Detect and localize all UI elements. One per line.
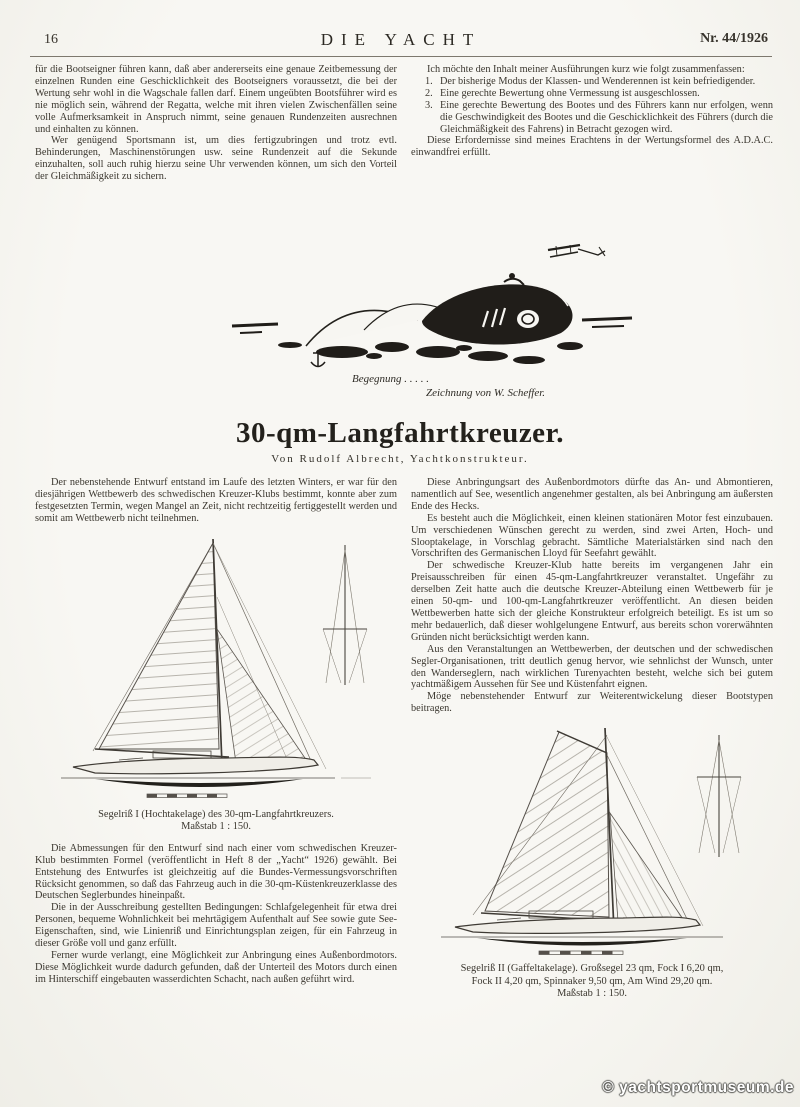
caption-line: Fock II 4,20 qm, Spinnaker 9,50 qm, Am Wind 29,20 qm. (471, 975, 713, 987)
caption-line: Maßstab 1 : 150. (181, 821, 251, 833)
motorboat-drawing (226, 224, 636, 372)
page-number: 16 (44, 32, 58, 47)
prelude-columns (35, 64, 773, 183)
prelude-left-column (35, 64, 397, 183)
masthead-rule (30, 56, 772, 57)
motorboat-illustration (226, 224, 636, 372)
article-byline: Von Rudolf Albrecht, Yachtkonstrukteur. (271, 453, 529, 465)
anchor-icon (311, 350, 325, 367)
mast-front-view (323, 545, 367, 685)
caption-line: Segelriß II (Gaffeltakelage). Großsegel 23 qm, Fock I 6,20 qm, (460, 963, 724, 975)
article-columns (35, 477, 773, 1001)
paragraph: Der nebenstehende Entwurf entstand im Laufe des letzten Winters, er war für den diesjährigen Wettbewerb des schwedischen Kreuzer-Klubs bestimmt, konnte aber zum festgesetzten Termin, wegen Mangel an Zeit, nicht rechtzeitig fertiggestellt werden und somit am Wettbewerb nicht teilnehmen. (35, 477, 397, 524)
list-item-number: 1. (425, 75, 433, 87)
article-headline (0, 417, 800, 465)
illustration-caption-title: Begegnung . . . . . (352, 373, 429, 385)
article-title: 30-qm-Langfahrtkreuzer. (235, 417, 565, 449)
sailplan-2-drawing (411, 725, 771, 959)
list-item-text: Eine gerechte Bewertung ohne Vermessung ist ausgeschlossen. (440, 87, 700, 99)
article-left-column (35, 477, 397, 1001)
article-right-column (411, 477, 773, 1001)
sailplan-1-drawing (35, 537, 380, 805)
numbered-list (425, 76, 773, 136)
sailplan-2-figure (411, 725, 773, 959)
caption-line: Maßstab 1 : 150. (557, 988, 627, 1000)
list-item (425, 76, 773, 88)
list-item-text: Eine gerechte Bewertung des Bootes und des Führers kann nur erfolgen, wenn die Geschwindigkeit des Bootes und die Geschicklichkeit des Führers (durch die Gleichmäßigkeit des Fahrens) in Betracht gezogen wird. (440, 99, 773, 135)
list-item-number: 2. (425, 87, 433, 99)
paragraph: Diese Erfordernisse sind meines Erachtens in der Wertungsformel des A.D.A.C. einwandfrei erfüllt. (411, 135, 773, 159)
paragraph: Aus den Veranstaltungen an Wettbewerben, der deutschen und der schwedischen Segler-Organisationen, tritt deutlich genug hervor, wie sehnlichst der Wunsch, unter den Wanderseglern, nach wirklichen Turenyachten besteht, welche sich bei gutem yachtmäßigem Aussehen für See und Küstenfahrt eignen. (411, 643, 773, 691)
list-item-text: Der bisherige Modus der Klassen- und Wenderennen ist kein befriedigender. (440, 75, 756, 87)
issue-number: Nr. 44/1926 (700, 31, 768, 46)
paragraph: Es besteht auch die Möglichkeit, einen kleinen stationären Motor fest einzubauen. Um verschiedenen Wünschen gerecht zu werden, sind zwei Arten, Hoch- und Slooptakelage, in Vorschlag gebracht. Sämtliche Materialstärken sind nach den Vorschriften des Germanischen Lloyd für Seefahrt gewählt. (411, 512, 773, 560)
list-item (425, 100, 773, 136)
journal-title: DIE YACHT (320, 30, 482, 49)
paragraph: Ferner wurde verlangt, eine Möglichkeit zur Anbringung eines Außenbordmotors. Diese Möglichkeit wurde dadurch gefunden, daß der Unterteil des Motors durch einen im Hinterschiff eingebauten wasserdichten Schacht, nach außen geführt wird. (35, 949, 397, 985)
caption-line: Segelriß I (Hochtakelage) des 30-qm-Langfahrtkreuzers. (98, 808, 334, 820)
paragraph: Der schwedische Kreuzer-Klub hatte bereits im vergangenen Jahr ein Preisausschreiben für einen 45-qm-Langfahrtkreuzer veranstaltet. Ungefähr zu derselben Zeit hatte auch die deutsche Kreuzer-Abteilung einen Wettbewerb für je einen 50-qm- und 100-qm-Langfahrtkreuzer veröffentlicht. An diesen beiden Wettbewerben hatte sich der gleiche Konstrukteur erfolgreich beteiligt. Es ist um so mehr bedauerlich, daß dieser wohlgelungene Entwurf, aus bereits schon vorerwähnten Gründen nicht berücksichtigt werden kann. (411, 560, 773, 643)
illustration-caption (352, 372, 652, 400)
masthead (30, 30, 772, 54)
watermark: © yachtsportmuseum.de (602, 1079, 794, 1096)
scale-bar (539, 951, 623, 955)
paragraph: Möge nebenstehender Entwurf zur Weiterentwickelung dieser Bootstypen beitragen. (411, 691, 773, 715)
paragraph: Ich möchte den Inhalt meiner Ausführungen kurz wie folgt zusammenfassen: (427, 64, 745, 75)
paragraph: Diese Anbringungsart des Außenbordmotors dürfte das An- und Abmontieren, namentlich auf See, wesentlich angenehmer gestalten, als bei Anbringung am äußersten Ende des Hecks. (411, 477, 773, 512)
scale-bar (147, 794, 227, 798)
mast-front-view (697, 735, 741, 857)
sailplan-2-caption (411, 963, 773, 1001)
prelude-right-column (411, 64, 773, 183)
list-item-number: 3. (425, 99, 433, 111)
paragraph: für die Bootseigner führen kann, daß aber andererseits eine genaue Zeitbemessung der einzelnen Runden eine Geschicklichkeit des Bootseigners voraussetzt, die bei der Wertung sehr wohl in die Wagschale fallen darf. Einem ungeübten Bootsführer wird es nie möglich sein, während der Regatta, welche mit ihren vielen Zwischenfällen seine volle Aufmerksamkeit in Anspruch nimmt, seine genauen Rundenzeiten ausrechnen und einhalten zu können. (35, 64, 397, 135)
list-item (425, 88, 773, 100)
sailplan-1-caption (35, 809, 397, 834)
paragraph: Die Abmessungen für den Entwurf sind nach einer vom schwedischen Kreuzer-Klub bestimmten Formel (veröffentlicht in Heft 8 der „Yacht“ 1926) gewählt. Bei Entstehung des Entwurfes ist gleichzeitig auf die Bundes-Vermessungsvorschriften Rücksicht genommen, so daß das Fahrzeug auch in die 30-qm-Küstenkreuzerklasse des Deutschen Seglerbundes hineinpaßt. (35, 842, 397, 902)
sailplan-1-figure (35, 537, 397, 805)
paragraph: Wer genügend Sportsmann ist, um dies fertigzubringen und trotz evtl. Behinderungen, Maschinenstörungen usw. seine Rundenzeit auf die Sekunde einzuhalten, soll auch ruhig hierzu seine Uhr verwenden können, um sich den Vorteil der Gleichmäßigkeit zu sichern. (35, 135, 397, 183)
paragraph: Die in der Ausschreibung gestellten Bedingungen: Schlafgelegenheit für etwa drei Personen, bequeme Wohnlichkeit bei mehrtägigem Aufenthalt auf See sowie gute See-Eigenschaften, sind, wie Linienriß und Einrichtungsplan zeigen, für ein Fahrzeug in dieser Größe voll und ganz erfüllt. (35, 902, 397, 950)
illustration-caption-credit: Zeichnung von W. Scheffer. (426, 387, 546, 399)
